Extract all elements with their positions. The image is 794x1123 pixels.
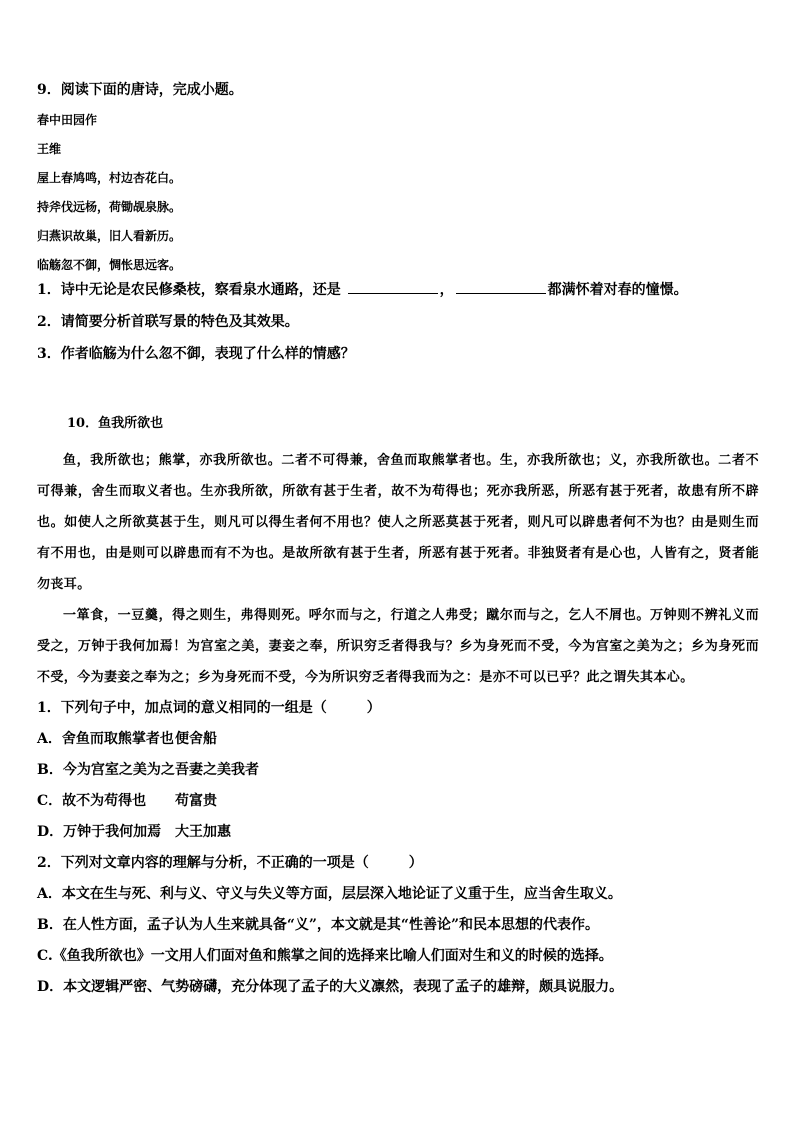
q9-sub1-pre: 1．诗中无论是农民修桑枝，察看泉水通路，还是 (37, 282, 341, 298)
poem-author: 王维 (37, 142, 62, 156)
option-d[interactable]: D．本文逻辑严密、气势磅礴，充分体现了孟子的大义凛然，表现了孟子的雄辩，颇具说服力。 (37, 979, 624, 995)
option-c-left: C．故不为苟得也 (37, 793, 147, 809)
option-b-right: 吾妻之美我者 (175, 762, 259, 778)
q9-sub2: 2．请简要分析首联写景的特色及其效果。 (37, 314, 299, 330)
q9-sub3: 3．作者临觞为什么忽不御，表现了什么样的情感？ (37, 346, 355, 362)
option-a[interactable]: A．本文在生与死、利与义、守义与失义等方面，层层深入地论证了义重于生，应当舍生取义。 (37, 886, 622, 902)
option-d[interactable] (37, 817, 759, 848)
question-9 (37, 80, 757, 364)
q10-sub1-close: ） (366, 700, 381, 716)
option-a-left: A．舍鱼而取熊掌者也 (37, 731, 174, 747)
q9-stem: 9．阅读下面的唐诗，完成小题。 (37, 82, 243, 98)
q10-sub2-stem (37, 848, 759, 879)
passage-paragraph-1: 鱼，我所欲也；熊掌，亦我所欲也。二者不可得兼，舍鱼而取熊掌者也。生，亦我所欲也；义，亦我所欲也。二者不可得兼，舍生而取义者也。生亦我所欲，所欲有甚于生者，故不为苟得也；死亦我所恶，所恶有甚于死者，故患有所不辟也。如使人之所欲莫甚于生，则凡可以得生者何不用也？使人之所恶莫甚于死者，则凡可以辟患者何不为也？由是则生而有不用也，由是则可以辟患而有不为也。是故所欲有甚于生者，所恶有甚于死者。非独贤者有是心也，人皆有之，贤者能勿丧耳。 (37, 453, 759, 592)
option-c-right: 苟富贵 (175, 793, 217, 809)
q10-title: 10．鱼我所欲也 (67, 416, 164, 431)
option-d-right: 大王加惠 (175, 824, 231, 840)
answer-blank-1[interactable] (348, 281, 438, 294)
q10-sub2-close: ） (408, 855, 423, 871)
poem-line: 持斧伐远杨，荷锄觇泉脉。 (37, 200, 182, 214)
option-b[interactable]: B．在人性方面，孟子认为人生来就具备“义”，本文就是其“性善论”和民本思想的代表作。 (37, 917, 600, 933)
option-c[interactable] (37, 786, 759, 817)
option-b[interactable] (37, 755, 759, 786)
q10-sub1-stem (37, 693, 759, 724)
q10-sub1-stem-text: 1．下列句子中，加点词的意义相同的一组是（ (37, 700, 327, 716)
q9-sub1 (37, 280, 757, 300)
option-d-left: D．万钟于我何加焉 (37, 824, 162, 840)
poem-title: 春中田园作 (37, 113, 98, 127)
poem-line: 屋上春鸠鸣，村边杏花白。 (37, 171, 182, 185)
answer-blank-2[interactable] (456, 281, 546, 294)
poem-line: 临觞忽不御，惆怅思远客。 (37, 258, 182, 272)
option-a-right: 便舍船 (175, 731, 217, 747)
q10-sub2-stem-text: 2．下列对文章内容的理解与分析，不正确的一项是（ (37, 855, 369, 871)
poem-line: 归燕识故巢，旧人看新历。 (37, 229, 182, 243)
q9-sub1-mid: ， (439, 282, 454, 298)
passage-paragraph-2: 一箪食，一豆羹，得之则生，弗得则死。呼尔而与之，行道之人弗受；蹴尔而与之，乞人不屑也。万钟则不辨礼义而受之，万钟于我何加焉！为宫室之美，妻妾之奉，所识穷乏者得我与？乡为身死而不受，今为宫室之美为之；乡为身死而不受，今为妻妾之奉为之；乡为身死而不受，今为所识穷乏者得我而为之：是亦不可以已乎？此之谓失其本心。 (37, 608, 759, 685)
q9-sub1-post: 都满怀着对春的憧憬。 (547, 282, 688, 298)
question-10 (37, 414, 759, 1003)
option-a[interactable] (37, 724, 759, 755)
option-b-left: B．今为宫室之美为之 (37, 762, 175, 778)
option-c[interactable]: C.《鱼我所欲也》一文用人们面对鱼和熊掌之间的选择来比喻人们面对生和义的时候的选择。 (37, 948, 613, 964)
